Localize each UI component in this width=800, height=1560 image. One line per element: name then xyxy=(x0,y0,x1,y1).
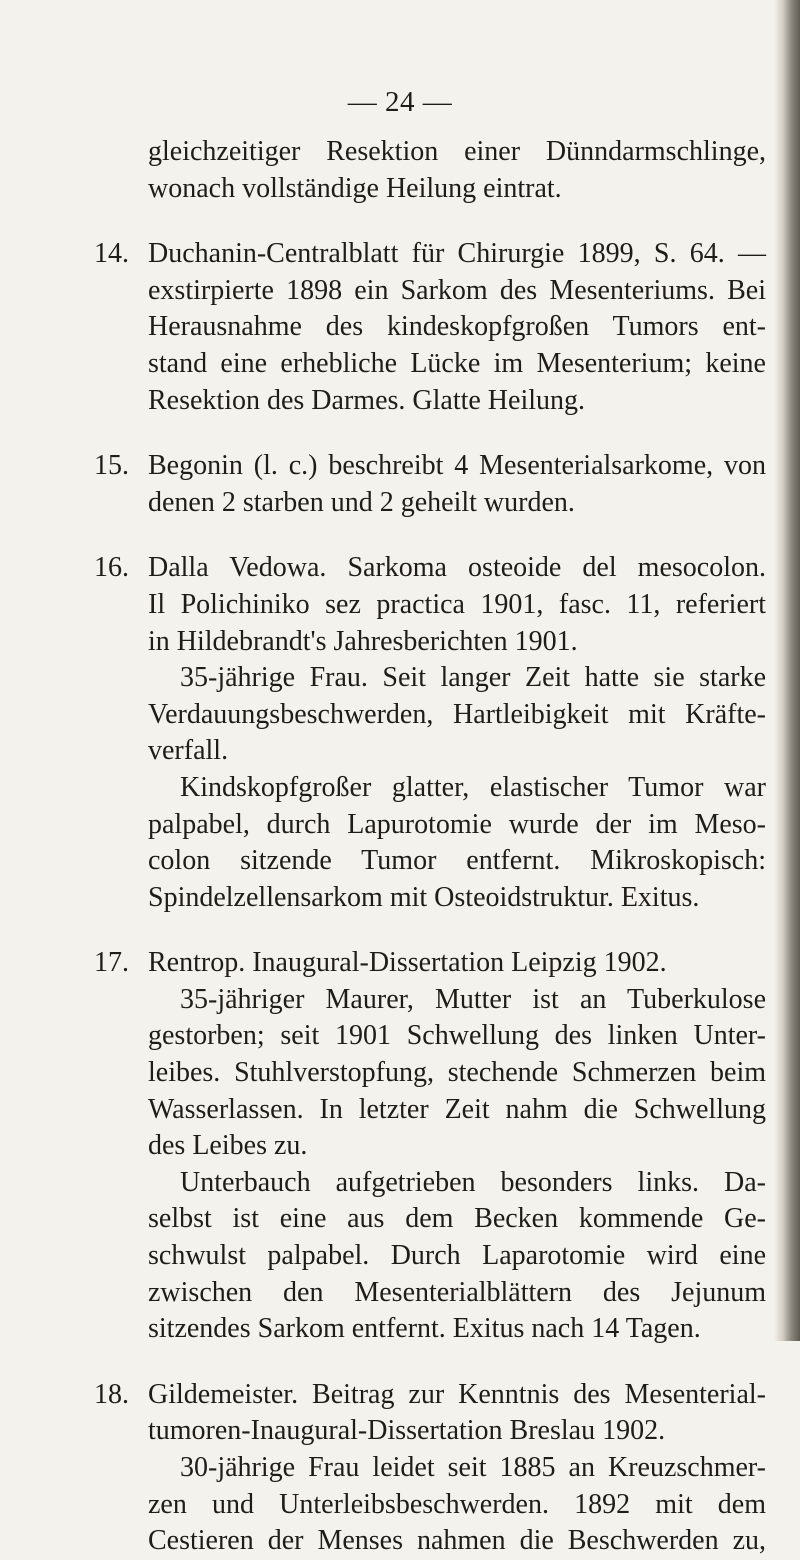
text-line: sitzendes Sarkom entfernt. Exitus nach 14 Tagen. xyxy=(148,1313,701,1345)
text-line: zen und Unterleibsbeschwerden. 1892 mit dem xyxy=(148,1488,766,1520)
text-line: Resektion des Darmes. Glatte Heilung. xyxy=(148,384,586,416)
text-line: Verdauungsbeschwerden, Hartleibigkeit mit Kräfte- xyxy=(148,698,766,730)
text-line: wonach vollständige Heilung eintrat. xyxy=(148,172,562,204)
text-line: tumoren-Inaugural-Dissertation Breslau 1902. xyxy=(148,1415,666,1447)
text-line: gleichzeitiger Resektion einer Dünndarmschlinge, xyxy=(148,136,766,167)
text-line: denen 2 starben und 2 geheilt wurden. xyxy=(148,486,575,518)
text-line: selbst ist eine aus dem Becken kommende Ge- xyxy=(148,1203,766,1235)
text-line: Wasserlassen. In letzter Zeit nahm die Schwellung xyxy=(148,1093,766,1125)
continuation-paragraph xyxy=(94,134,766,207)
text-line: Herausnahme des kindeskopfgroßen Tumors ent- xyxy=(148,311,766,343)
text-line: verfall. xyxy=(148,735,229,767)
text-line: Spindelzellensarkom mit Osteoidstruktur. Exitus. xyxy=(148,881,700,913)
text-line: 30-jährige Frau leidet seit 1885 an Kreuzschmer- xyxy=(180,1452,766,1483)
text-line: zwischen den Mesenterialblättern des Jejunum xyxy=(148,1276,766,1308)
text-line: Cestieren der Menses nahmen die Beschwerden zu, xyxy=(148,1525,766,1557)
text-line: Begonin (l. c.) beschreibt 4 Mesenterialsarkome, von xyxy=(148,450,766,482)
text-line: Gildemeister. Beitrag zur Kenntnis des Mesenterial- xyxy=(148,1378,766,1410)
entry-number: 17. xyxy=(94,947,129,979)
entry-number: 18. xyxy=(94,1378,129,1410)
text-line: des Leibes zu. xyxy=(148,1130,308,1162)
reference-entry xyxy=(94,448,766,521)
reference-list xyxy=(94,236,766,1560)
entry-number: 14. xyxy=(94,238,129,270)
text-line: exstirpierte 1898 ein Sarkom des Mesenteriums. Bei xyxy=(148,274,766,306)
text-line: gestorben; seit 1901 Schwellung des linken Unter- xyxy=(148,1020,766,1052)
entry-number: 16. xyxy=(94,552,129,584)
text-line: Unterbauch aufgetrieben besonders links. Da- xyxy=(180,1166,766,1198)
text-line: palpabel, durch Lapurotomie wurde der im Meso- xyxy=(148,808,766,840)
reference-entry xyxy=(94,945,766,1348)
page-number: — 24 — xyxy=(347,86,453,118)
text-line: stand eine erhebliche Lücke im Mesenterium; keine xyxy=(148,347,766,379)
text-line: Duchanin-Centralblatt für Chirurgie 1899, S. 64. — xyxy=(148,238,766,270)
reference-entry xyxy=(94,236,766,419)
page-edge-shadow xyxy=(774,0,800,1341)
text-line: Il Polichiniko sez practica 1901, fasc. 11, referiert xyxy=(148,588,766,620)
text-line: Kindskopfgroßer glatter, elastischer Tumor war xyxy=(180,771,766,803)
text-line: 35-jährige Frau. Seit langer Zeit hatte sie starke xyxy=(180,662,766,694)
text-line: in Hildebrandt's Jahresberichten 1901. xyxy=(148,625,578,657)
entry-number: 15. xyxy=(94,450,129,482)
text-line: schwulst palpabel. Durch Laparotomie wird eine xyxy=(148,1240,766,1272)
text-line: colon sitzende Tumor entfernt. Mikroskopisch: xyxy=(148,845,766,877)
page-body xyxy=(94,134,766,1560)
reference-entry xyxy=(94,1377,766,1560)
text-line: 35-jähriger Maurer, Mutter ist an Tuberkulose xyxy=(180,983,766,1015)
text-line: Dalla Vedowa. Sarkoma osteoide del mesocolon. xyxy=(148,552,766,584)
reference-entry xyxy=(94,550,766,916)
text-line: Rentrop. Inaugural-Dissertation Leipzig 1902. xyxy=(148,947,667,979)
text-line: leibes. Stuhlverstopfung, stechende Schmerzen beim xyxy=(148,1057,766,1089)
